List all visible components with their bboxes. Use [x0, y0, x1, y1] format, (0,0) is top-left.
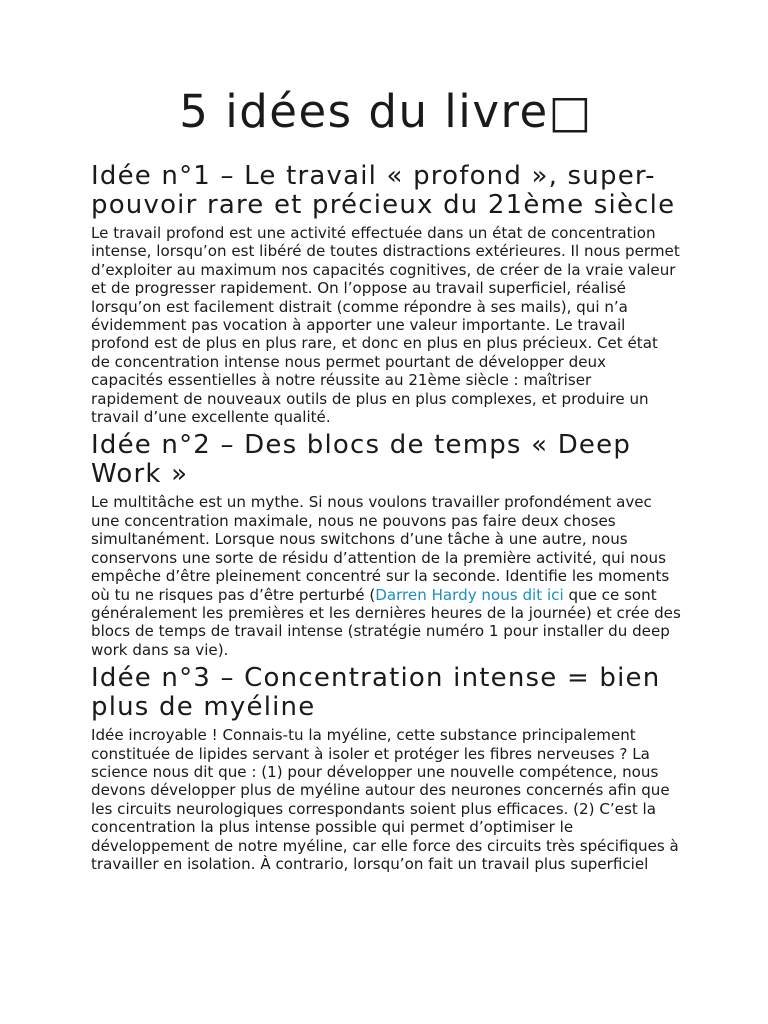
section-heading: Idée n°2 – Des blocs de temps « Deep Work » [91, 430, 632, 490]
section-heading: Idée n°1 – Le travail « profond », super-pouvoir rare et précieux du 21ème siècle [91, 161, 676, 220]
section-body: Le travail profond est une activité effectuée dans un état de concentration intense, lorsqu’on est libéré de toutes distractions extérieures. Il nous permet d’exploiter au maximum nos capacités cognitives, de créer de la vraie valeur et de progresser rapidement. On l’oppose au travail superficiel, réalisé lorsqu’on est facilement distrait (comme répondre à ses mails), qui n’a évidemment pas vocation à apporter une valeur importante. Le travail profond est de plus en plus rare, et donc en plus en plus précieux. Cet état de concentration intense nous permet pourtant de développer deux capacités essentielles à notre réussite au 21ème siècle : maîtriser rapidement de nouveaux outils de plus en plus complexes, et produire un travail d’une excellente qualité. [91, 224, 680, 427]
section-body: Idée incroyable ! Connais-tu la myéline, cette substance principalement constituée de lipides servant à isoler et protéger les fibres nerveuses ? La science nous dit que : (1) pour développer une nouvelle compétence, nous devons développer plus de myéline autour des neurones concernés afin que les circuits neurologiques correspondants soient plus efficaces. (2) C’est la concentration la plus intense possible qui permet d’optimiser le développement de notre myéline, car elle force des circuits très spécifiques à travailler en isolation. À contrario, lorsqu’on fait un travail plus superficiel [91, 726, 679, 873]
document-title-text: 5 idées du livre [179, 85, 549, 138]
missing-glyph-icon: □ [548, 85, 593, 138]
section-idea-2 [91, 431, 681, 659]
section-body-text: Le multitâche est un mythe. Si nous voulons travailler profondément avec une concentration maximale, nous ne pouvons pas faire deux choses simultanément. Lorsque nous switchons d’une tâche à une autre, nous conservons une sorte de résidu d’attention de la première activité, qui nous empêche d’être pleinement concentré sur la seconde. Identifie les moments où tu ne risques pas d’être perturbé ( [91, 493, 670, 604]
section-body [91, 493, 681, 659]
document-title [91, 84, 681, 140]
section-idea-1 [91, 162, 681, 426]
document-page [91, 84, 681, 878]
section-heading: Idée n°3 – Concentration intense = bien plus de myéline [91, 663, 661, 723]
section-idea-3 [91, 664, 681, 873]
section-body-text: que ce sont généralement les premières et les dernières heures de la journée) et crée des blocs de temps de travail intense (stratégie numéro 1 pour installer du deep work dans sa vie). [91, 585, 681, 659]
darren-hardy-link[interactable]: Darren Hardy nous dit ici [375, 585, 564, 604]
